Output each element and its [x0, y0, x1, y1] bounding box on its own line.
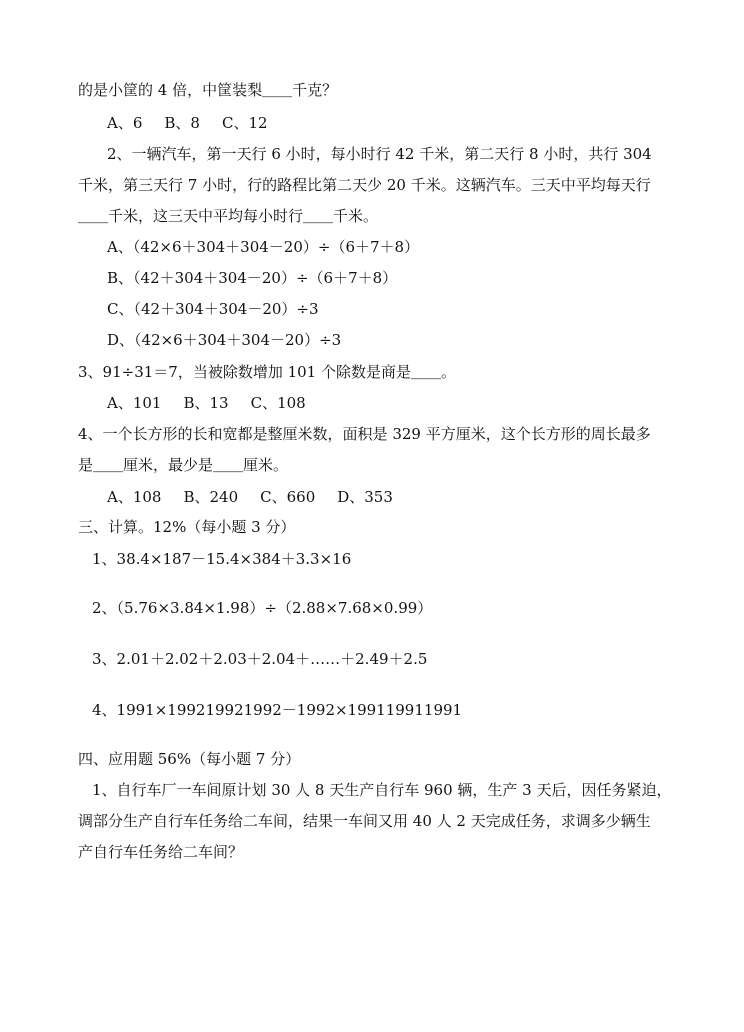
q2-option-c: C、（42＋304＋304－20）÷3 [107, 300, 319, 318]
q3-option-c: C、108 [250, 394, 306, 412]
q4-option-a: A、108 [107, 488, 162, 506]
q4-line-1: 4、一个长方形的长和宽都是整厘米数，面积是 329 平方厘米，这个长方形的周长最多 [78, 425, 651, 443]
q4-options [107, 487, 393, 507]
section-3-heading: 三、计算。12%（每小题 3 分） [78, 518, 296, 536]
q1-option-c: C、12 [221, 114, 268, 132]
section-4-heading: 四、应用题 56%（每小题 7 分） [78, 750, 301, 768]
app-q1-line-1: 1、自行车厂一车间原计划 30 人 8 天生产自行车 960 辆，生产 3 天后，因任务紧迫， [92, 781, 672, 799]
q1-tail-text: 的是小筐的 4 倍，中筐装梨＿＿千克？ [78, 81, 338, 99]
calc-item-3: 3、2.01＋2.02＋2.03＋2.04＋……＋2.49＋2.5 [92, 650, 428, 668]
q3-text: 3、91÷31＝7，当被除数增加 101 个除数是商是＿＿。 [78, 363, 456, 381]
app-q1-line-2: 调部分生产自行车任务给二车间，结果一车间又用 40 人 2 天完成任务，求调多少辆生 [78, 812, 651, 830]
calc-item-1: 1、38.4×187－15.4×384＋3.3×16 [92, 550, 352, 568]
calc-item-4: 4、1991×199219921992－1992×199119911991 [92, 701, 463, 719]
q3-options [107, 393, 306, 413]
q3-option-b: B、13 [183, 394, 229, 412]
q4-option-b: B、240 [183, 488, 239, 506]
q2-line-2: 千米，第三天行 7 小时，行的路程比第二天少 20 千米。这辆汽车。三天中平均每天行 [78, 176, 651, 194]
q4-line-2: 是＿＿厘米，最少是＿＿厘米。 [78, 456, 289, 474]
q4-option-c: C、660 [260, 488, 316, 506]
q1-options [107, 113, 268, 133]
q2-option-b: B、（42＋304＋304－20）÷（6＋7＋8） [107, 269, 398, 287]
q2-line-1: 2、一辆汽车，第一天行 6 小时，每小时行 42 千米，第二天行 8 小时，共行 304 [107, 145, 652, 163]
q2-option-d: D、（42×6＋304＋304－20）÷3 [107, 331, 342, 349]
q2-line-3: ＿＿千米，这三天中平均每小时行＿＿千米。 [78, 207, 379, 225]
q4-option-d: D、353 [337, 488, 393, 506]
q1-option-b: B、8 [164, 114, 200, 132]
app-q1-line-3: 产自行车任务给二车间？ [78, 843, 244, 861]
q3-option-a: A、101 [107, 394, 162, 412]
q1-option-a: A、6 [107, 114, 143, 132]
calc-item-2: 2、（5.76×3.84×1.98）÷（2.88×7.68×0.99） [92, 599, 433, 617]
q2-option-a: A、（42×6＋304＋304－20）÷（6＋7＋8） [107, 238, 420, 256]
